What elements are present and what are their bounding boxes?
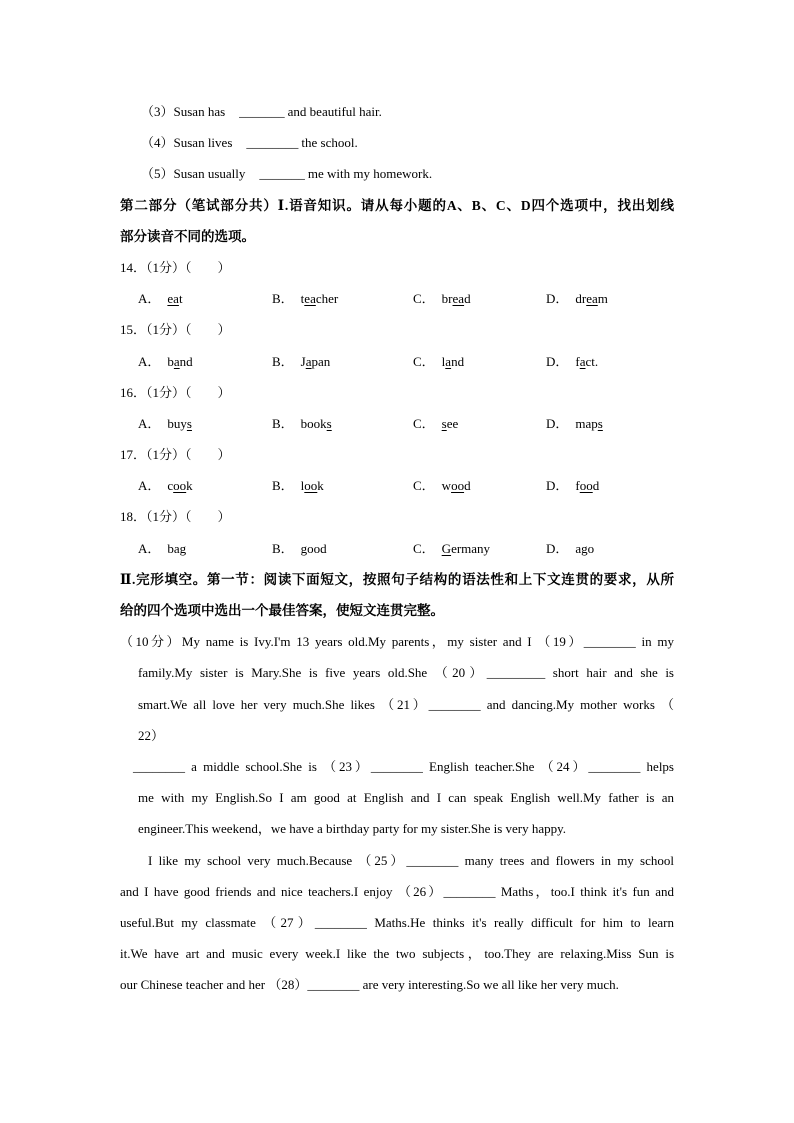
question-stem: 17．（1分）（ ） xyxy=(120,447,231,463)
option-word xyxy=(575,416,602,431)
question-stem: 15．（1分）（ ） xyxy=(120,322,231,338)
underlined-part: ea xyxy=(304,291,316,307)
passage-line: and I have good friends and nice teachers.I enjoy （26）________ Maths，too.I think it's fun and xyxy=(120,883,674,899)
option-a xyxy=(138,408,192,439)
underlined-part: a xyxy=(579,353,586,369)
word-part: ood xyxy=(307,540,327,556)
word-part: l xyxy=(441,353,446,369)
passage-line: （10分）My name is Ivy.I'm 13 years old.My parents，my sister and I （19）________ in my xyxy=(120,634,674,650)
option-row xyxy=(0,283,794,314)
option-d xyxy=(546,408,603,439)
word-part: ermany xyxy=(451,540,491,556)
word-part: b xyxy=(167,353,174,369)
option-letter: D． xyxy=(546,415,569,431)
underlined-part: s xyxy=(441,415,447,431)
option-word xyxy=(167,291,182,306)
option-letter: C． xyxy=(413,353,435,369)
answer-blank: ________ xyxy=(246,135,299,151)
option-c xyxy=(413,533,490,564)
word-part: J xyxy=(300,353,306,369)
underlined-part: s xyxy=(597,415,603,431)
word-part: nd xyxy=(179,353,193,369)
section-heading: 第二部分（笔试部分共）Ⅰ.语音知识。请从每小题的A、B、C、D四个选项中，找出划线 xyxy=(120,197,674,213)
option-letter: D． xyxy=(546,478,569,494)
option-word xyxy=(301,478,324,493)
option-b xyxy=(272,470,324,501)
passage-line: smart.We all love her very much.She likes （21）________ and dancing.My mother works （ xyxy=(138,696,674,712)
word-part: dr xyxy=(575,291,587,307)
option-letter: A． xyxy=(138,353,161,369)
option-d xyxy=(546,470,599,501)
underlined-part: oo xyxy=(451,478,465,494)
underlined-part: G xyxy=(441,540,452,556)
question-stem: 18．（1分）（ ） xyxy=(120,509,231,525)
passage-line: me with my English.So I am good at English and I can speak English well.My father is an xyxy=(138,790,674,806)
word-part: d xyxy=(464,478,471,494)
underlined-part: s xyxy=(326,415,332,431)
option-word xyxy=(575,291,608,306)
word-part: cher xyxy=(315,291,339,307)
option-letter: B． xyxy=(272,291,294,307)
underlined-part: s xyxy=(186,415,192,431)
word-part: t xyxy=(300,291,305,307)
word-part: nd xyxy=(451,353,465,369)
option-letter: D． xyxy=(546,291,569,307)
option-letter: C． xyxy=(413,478,435,494)
option-word xyxy=(167,416,192,431)
option-a xyxy=(138,283,183,314)
word-part: buy xyxy=(167,415,187,431)
option-d xyxy=(546,283,608,314)
option-letter: A． xyxy=(138,291,161,307)
word-part: c xyxy=(167,478,174,494)
option-c xyxy=(413,283,471,314)
option-b xyxy=(272,346,330,377)
passage-line: ________ a middle school.She is （23）________ English teacher.She （24）________ helps xyxy=(133,758,674,774)
fill-in-item xyxy=(0,96,794,127)
option-d xyxy=(546,346,598,377)
option-b xyxy=(272,533,327,564)
word-part: w xyxy=(441,478,452,494)
word-part: book xyxy=(300,415,327,431)
option-word xyxy=(167,354,192,369)
option-word xyxy=(575,541,594,556)
option-word xyxy=(301,416,332,431)
word-part: d xyxy=(592,478,600,494)
underlined-part: oo xyxy=(173,478,187,494)
item-number: （5） xyxy=(141,166,174,182)
passage-line: it.We have art and music every week.I like the two subjects，too.They are relaxing.Miss Sun is xyxy=(120,946,674,962)
item-stem: Susan lives xyxy=(173,135,233,151)
item-rest: and beautiful hair. xyxy=(287,104,382,119)
passage-line: engineer.This weekend，we have a birthday party for my sister.She is very happy. xyxy=(138,821,567,837)
option-word xyxy=(442,354,464,369)
option-letter: D． xyxy=(546,540,569,556)
underlined-part: g xyxy=(581,540,588,556)
option-letter: A． xyxy=(138,415,161,431)
option-letter: D． xyxy=(546,353,569,369)
word-part: ct. xyxy=(585,353,599,369)
item-stem: Susan usually xyxy=(173,166,246,182)
word-part: ba xyxy=(167,540,180,556)
section-heading: Ⅱ.完形填空。第一节：阅读下面短文，按照句子结构的语法性和上下文连贯的要求，从所 xyxy=(120,571,674,587)
option-word xyxy=(442,291,471,306)
word-part: a xyxy=(575,540,582,556)
option-a xyxy=(138,346,193,377)
underlined-part: a xyxy=(445,353,452,369)
underlined-part: a xyxy=(305,353,312,369)
underlined-part: g xyxy=(179,540,187,556)
item-number: （3） xyxy=(141,104,174,119)
word-part: f xyxy=(575,353,580,369)
option-c xyxy=(413,408,458,439)
word-part: f xyxy=(575,478,580,494)
item-rest: me with my homework. xyxy=(307,166,433,182)
section-heading: 部分读音不同的选项。 xyxy=(120,228,255,244)
answer-blank: _______ xyxy=(239,104,285,119)
item-rest: the school. xyxy=(301,135,358,151)
option-b xyxy=(272,408,332,439)
word-part: pan xyxy=(311,353,331,369)
underlined-part: a xyxy=(173,353,180,369)
word-part: k xyxy=(186,478,193,494)
fill-in-item xyxy=(0,127,794,158)
option-a xyxy=(138,533,186,564)
word-part: d xyxy=(464,291,471,307)
word-part: o xyxy=(587,540,595,556)
page-content xyxy=(0,96,794,1000)
word-part: m xyxy=(597,291,608,307)
word-part: k xyxy=(317,478,324,494)
word-part: br xyxy=(441,291,453,307)
section-heading: 给的四个选项中选出一个最佳答案，使短文连贯完整。 xyxy=(120,603,444,618)
word-part: t xyxy=(178,291,183,307)
option-letter: B． xyxy=(272,415,294,431)
option-word xyxy=(167,478,192,493)
option-letter: C． xyxy=(413,415,435,431)
passage-line: useful.But my classmate （27）________ Maths.He thinks it's really difficult for him to learn xyxy=(120,914,674,930)
option-word xyxy=(301,291,339,306)
option-word xyxy=(301,354,331,369)
passage-line: I like my school very much.Because （25）________ many trees and flowers in my school xyxy=(148,852,674,868)
word-part: l xyxy=(300,478,305,494)
option-d xyxy=(546,533,594,564)
passage-line: our Chinese teacher and her （28）________ are very interesting.So we all like her very much. xyxy=(120,977,619,993)
option-word xyxy=(575,478,599,493)
item-stem: Susan has xyxy=(173,104,226,119)
option-letter: B． xyxy=(272,478,294,494)
option-word xyxy=(442,478,471,493)
option-word xyxy=(575,354,598,369)
option-letter: C． xyxy=(413,291,435,307)
underlined-part: ea xyxy=(586,291,598,307)
answer-blank: _______ xyxy=(259,166,305,182)
option-letter: A． xyxy=(138,478,161,494)
option-word xyxy=(167,541,186,556)
option-word xyxy=(442,416,459,431)
option-a xyxy=(138,470,193,501)
passage-line: family.My sister is Mary.She is five years old.She （20）_________ short hair and she is xyxy=(138,665,674,681)
option-word xyxy=(442,541,490,556)
question-stem: 16．（1分）（ ） xyxy=(120,384,231,400)
option-b xyxy=(272,283,338,314)
word-part: map xyxy=(575,415,598,431)
underlined-part: ea xyxy=(452,291,465,307)
option-c xyxy=(413,346,464,377)
passage-line: 22） xyxy=(138,727,165,743)
option-row xyxy=(0,408,794,439)
underlined-part: oo xyxy=(579,478,593,494)
underlined-part: ea xyxy=(167,291,179,307)
option-row xyxy=(0,470,794,501)
option-row xyxy=(0,346,794,377)
underlined-part: g xyxy=(300,540,308,556)
option-c xyxy=(413,470,471,501)
fill-in-item xyxy=(0,158,794,189)
question-stem: 14．（1分）（ ） xyxy=(120,259,231,275)
item-number: （4） xyxy=(141,135,174,151)
option-letter: C． xyxy=(413,540,435,556)
underlined-part: oo xyxy=(304,478,318,494)
option-letter: B． xyxy=(272,353,294,369)
option-letter: A． xyxy=(138,540,161,556)
option-letter: B． xyxy=(272,540,294,556)
option-row xyxy=(0,533,794,564)
word-part: ee xyxy=(446,415,459,431)
option-word xyxy=(301,541,327,556)
